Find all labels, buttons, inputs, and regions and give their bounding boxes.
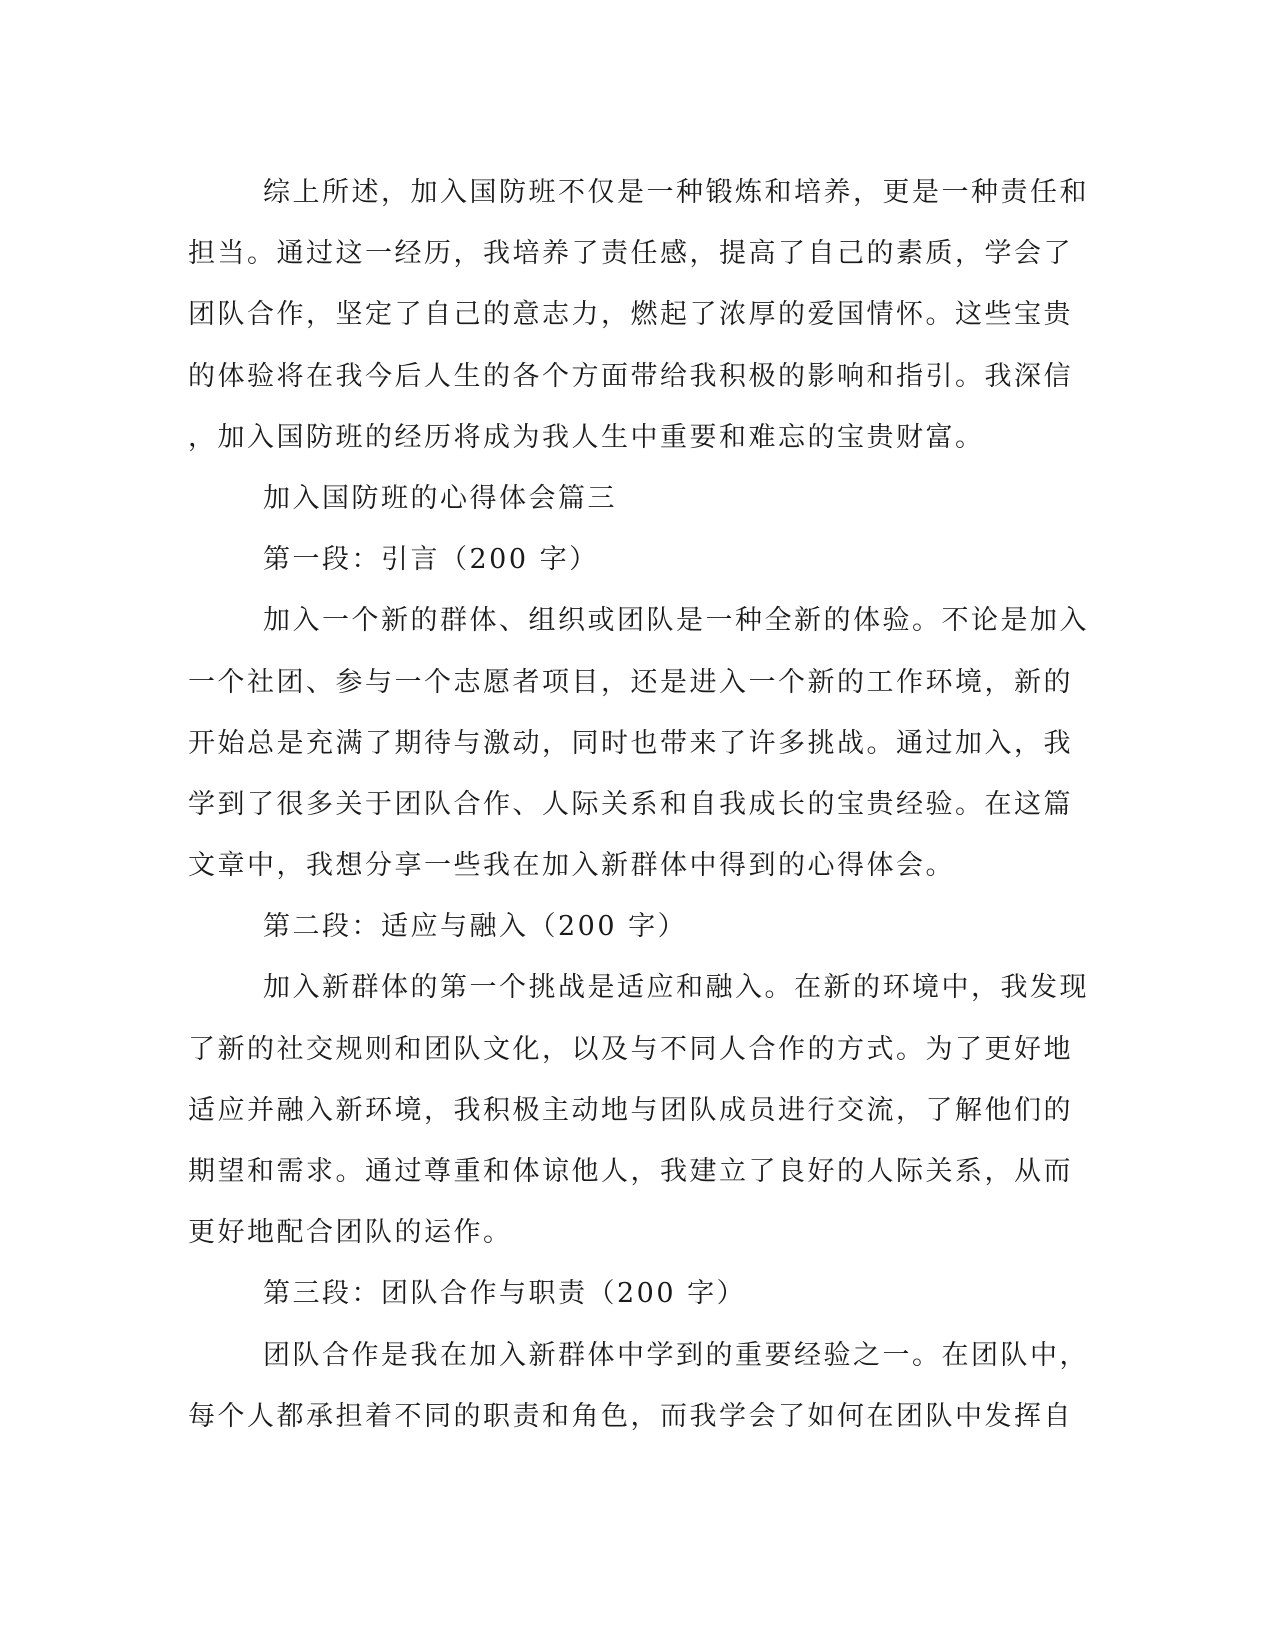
text-line: 开始总是充满了期待与激动，同时也带来了许多挑战。通过加入，我 (188, 727, 1073, 759)
document-body (188, 162, 1089, 1447)
text-line: 了新的社交规则和团队文化，以及与不同人合作的方式。为了更好地 (188, 1033, 1073, 1065)
text-line: 团队合作是我在加入新群体中学到的重要经验之一。在团队中， (263, 1339, 1089, 1371)
text-line: 更好地配合团队的运作。 (188, 1217, 513, 1249)
text-line: 加入一个新的群体、组织或团队是一种全新的体验。不论是加入 (263, 605, 1089, 637)
text-line: 加入新群体的第一个挑战是适应和融入。在新的环境中，我发现 (263, 972, 1089, 1004)
text-line: 第三段：团队合作与职责（200 字） (263, 1278, 747, 1310)
text-line: 的体验将在我今后人生的各个方面带给我积极的影响和指引。我深信 (188, 360, 1073, 392)
text-line: 文章中，我想分享一些我在加入新群体中得到的心得体会。 (188, 850, 955, 882)
text-line: 适应并融入新环境，我积极主动地与团队成员进行交流，了解他们的 (188, 1094, 1073, 1126)
text-line: 担当。通过这一经历，我培养了责任感，提高了自己的素质，学会了 (188, 238, 1073, 270)
text-line: 一个社团、参与一个志愿者项目，还是进入一个新的工作环境，新的 (188, 666, 1073, 698)
text-line: 第二段：适应与融入（200 字） (263, 911, 688, 943)
text-line: 期望和需求。通过尊重和体谅他人，我建立了良好的人际关系，从而 (188, 1156, 1073, 1187)
text-line: 第一段：引言（200 字） (263, 544, 599, 576)
text-line: 加入国防班的心得体会篇三 (263, 482, 617, 514)
text-line: 每个人都承担着不同的职责和角色，而我学会了如何在团队中发挥自 (188, 1400, 1073, 1432)
text-line: 综上所述，加入国防班不仅是一种锻炼和培养，更是一种责任和 (263, 177, 1089, 208)
text-line: ，加入国防班的经历将成为我人生中重要和难忘的宝贵财富。 (188, 421, 985, 453)
text-line: 学到了很多关于团队合作、人际关系和自我成长的宝贵经验。在这篇 (188, 788, 1073, 820)
text-line: 团队合作，坚定了自己的意志力，燃起了浓厚的爱国情怀。这些宝贵 (188, 299, 1073, 331)
